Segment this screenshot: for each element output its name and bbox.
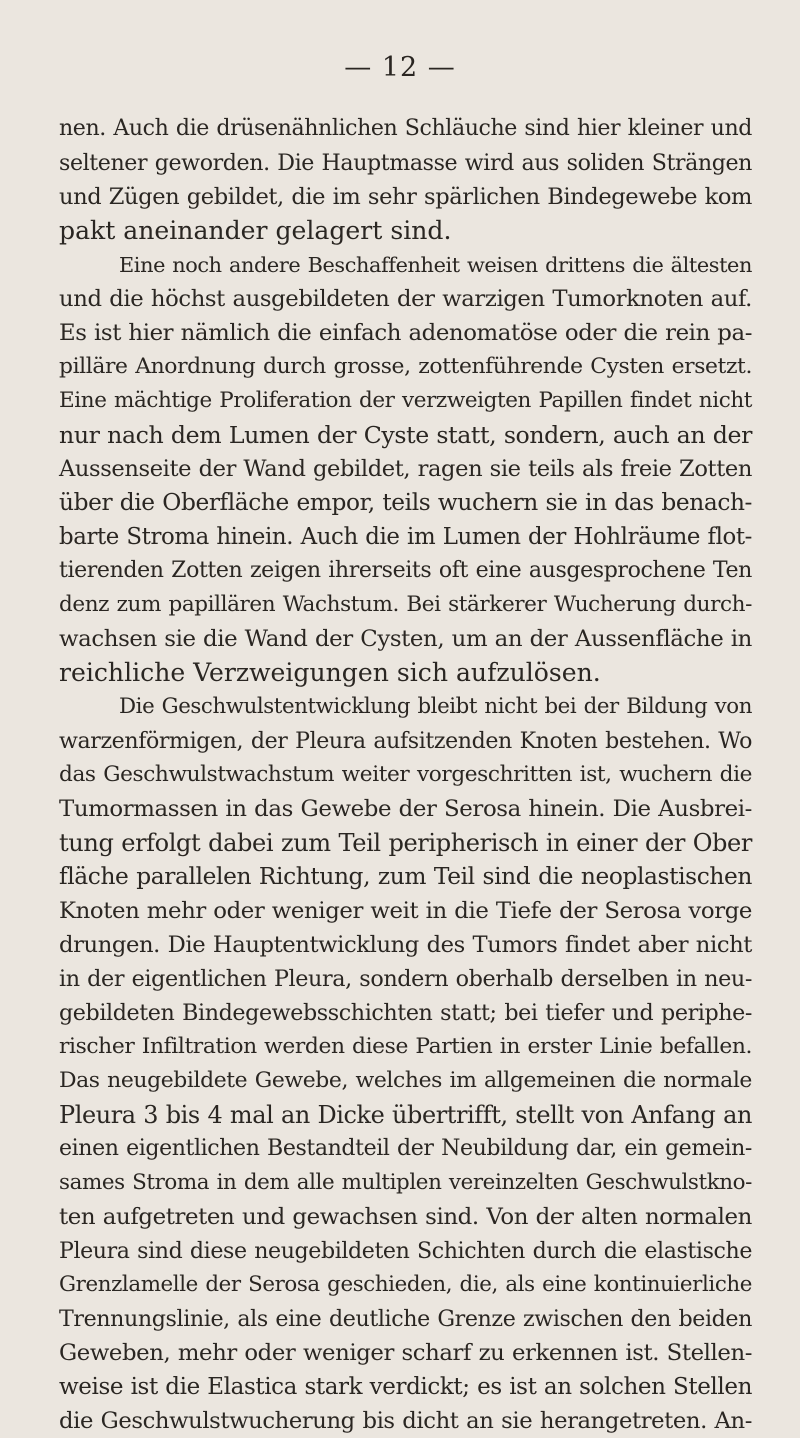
text-line: die Geschwulstwucherung bis dicht an sie herangetreten. An-	[59, 1408, 752, 1434]
text-line: reichliche Verzweigungen sich aufzulösen.	[59, 658, 601, 687]
text-line: Es ist hier nämlich die einfach adenomatöse oder die rein pa-	[59, 320, 752, 346]
text-line: ten aufgetreten und gewachsen sind. Von der alten normalen	[59, 1204, 752, 1230]
text-line: Das neugebildete Gewebe, welches im allgemeinen die normale	[59, 1068, 752, 1093]
text-line: tierenden Zotten zeigen ihrerseits oft eine ausgesprochene Ten	[59, 558, 752, 583]
text-line: tung erfolgt dabei zum Teil peripherisch in einer der Ober	[59, 829, 752, 857]
text-line: denz zum papillären Wachstum. Bei stärkerer Wucherung durch-	[59, 592, 752, 617]
text-line: barte Stroma hinein. Auch die im Lumen der Hohlräume flot-	[59, 524, 752, 550]
text-line: einen eigentlichen Bestandteil der Neubildung dar, ein gemein-	[59, 1136, 752, 1161]
text-line: drungen. Die Hauptentwicklung des Tumors findet aber nicht	[59, 932, 752, 958]
text-line: Pleura 3 bis 4 mal an Dicke übertrifft, stellt von Anfang an	[59, 1101, 752, 1129]
text-line: Eine noch andere Beschaffenheit weisen drittens die ältesten	[119, 253, 752, 277]
text-line: Aussenseite der Wand gebildet, ragen sie teils als freie Zotten	[59, 456, 752, 482]
text-line: sames Stroma in dem alle multiplen vereinzelten Geschwulstkno-	[59, 1170, 752, 1195]
text-line: Die Geschwulstentwicklung bleibt nicht bei der Bildung von	[119, 694, 752, 719]
text-line: Eine mächtige Proliferation der verzweigten Papillen findet nicht	[59, 388, 752, 413]
text-line: Geweben, mehr oder weniger scharf zu erkennen ist. Stellen-	[59, 1340, 752, 1366]
page-number: — 12 —	[344, 52, 456, 83]
text-line: rischer Infiltration werden diese Partien in erster Linie befallen.	[59, 1034, 752, 1059]
text-line: über die Oberfläche empor, teils wuchern sie in das benach-	[59, 489, 752, 516]
text-line: fläche parallelen Richtung, zum Teil sind die neoplastischen	[59, 863, 752, 890]
text-line: Grenzlamelle der Serosa geschieden, die, als eine kontinuierliche	[59, 1272, 752, 1297]
text-line: das Geschwulstwachstum weiter vorgeschritten ist, wuchern die	[59, 762, 752, 787]
text-line: pilläre Anordnung durch grosse, zottenführende Cysten ersetzt.	[59, 354, 752, 379]
text-line: Pleura sind diese neugebildeten Schichten durch die elastische	[59, 1238, 752, 1264]
text-line: pakt aneinander gelagert sind.	[59, 216, 452, 245]
text-line: gebildeten Bindegewebsschichten statt; bei tiefer und periphe-	[59, 1000, 752, 1026]
text-line: wachsen sie die Wand der Cysten, um an der Aussenfläche in	[59, 626, 752, 652]
text-line: und die höchst ausgebildeten der warzigen Tumorknoten auf.	[59, 286, 752, 312]
text-line: weise ist die Elastica stark verdickt; es ist an solchen Stellen	[59, 1374, 752, 1400]
text-line: nen. Auch die drüsenähnlichen Schläuche sind hier kleiner und	[59, 116, 752, 141]
body-text	[59, 112, 752, 1438]
text-line: seltener geworden. Die Hauptmasse wird aus soliden Strängen	[59, 150, 752, 176]
text-line: und Zügen gebildet, die im sehr spärlichen Bindegewebe kom	[59, 184, 752, 210]
text-line: in der eigentlichen Pleura, sondern oberhalb derselben in neu-	[59, 966, 752, 992]
text-line: Trennungslinie, als eine deutliche Grenze zwischen den beiden	[59, 1306, 752, 1332]
text-line: nur nach dem Lumen der Cyste statt, sondern, auch an der	[59, 421, 752, 449]
text-line: Tumormassen in das Gewebe der Serosa hinein. Die Ausbrei-	[59, 796, 752, 822]
text-line: Knoten mehr oder weniger weit in die Tiefe der Serosa vorge	[59, 898, 752, 924]
text-line: warzenförmigen, der Pleura aufsitzenden Knoten bestehen. Wo	[59, 728, 752, 754]
